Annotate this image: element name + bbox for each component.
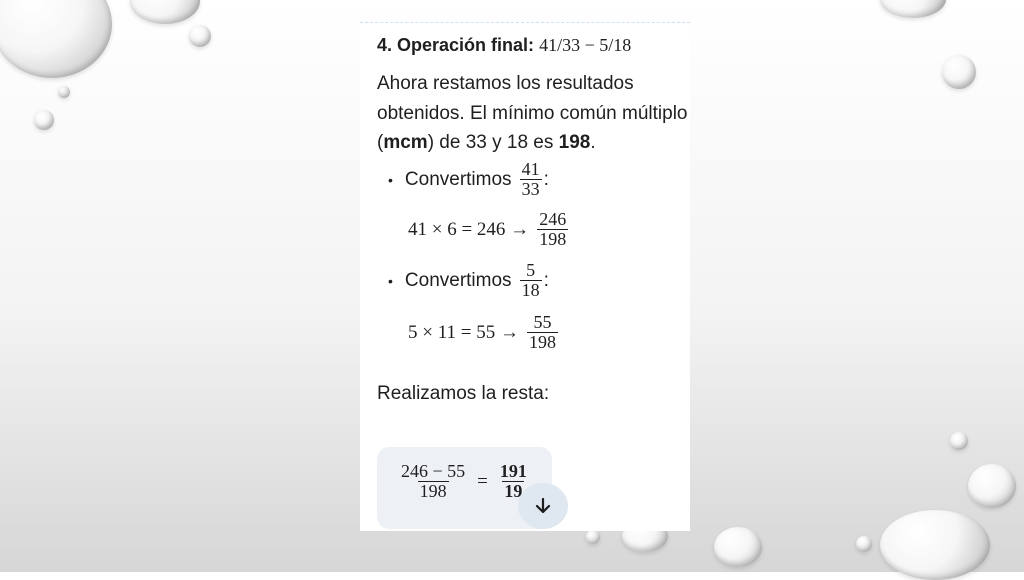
fraction-denominator: 198 [539, 229, 567, 249]
step-expression: 41/33 − 5/18 [539, 35, 632, 55]
water-drop [34, 110, 54, 130]
water-drop [130, 0, 200, 24]
bullet-convert-41-33 [388, 160, 549, 199]
subtraction-label: Realizamos la resta: [377, 383, 550, 404]
water-drop [880, 0, 946, 18]
water-drop [942, 55, 976, 89]
bullet-label: Convertimos [404, 269, 512, 291]
bullet-dot: • [388, 272, 393, 289]
fraction-denominator: 198 [419, 481, 447, 501]
fraction [520, 160, 542, 199]
water-drop [856, 536, 872, 552]
colon: : [543, 168, 549, 190]
fraction-numerator: 246 [539, 209, 567, 229]
fraction-numerator: 55 [533, 312, 552, 332]
equation-text: 41 × 6 = 246 → [408, 218, 530, 240]
water-drop [714, 527, 762, 567]
fraction-denominator: 198 [528, 332, 556, 352]
equation-text: 5 × 11 = 55 → [408, 321, 519, 343]
water-drop [880, 510, 990, 580]
bullet-convert-5-18 [388, 261, 549, 300]
math-solution-card [360, 22, 690, 531]
equation-5x11 [408, 313, 560, 352]
step-heading [377, 35, 631, 56]
scroll-down-button[interactable] [518, 483, 568, 529]
para-text: Ahora restamos los resultados obtenidos. El mínimo común múltiplo ( [377, 73, 688, 153]
arrow-down-icon [533, 496, 553, 516]
fraction-denominator: 19 [504, 481, 523, 501]
fraction-numerator: 246 − 55 [401, 461, 466, 481]
mcm-term: mcm [383, 132, 428, 153]
para-text: ) de 33 y 18 es [427, 132, 559, 153]
fraction [399, 462, 467, 501]
fraction-denominator: 33 [521, 179, 540, 199]
water-drop [58, 86, 70, 98]
explanation-paragraph [377, 69, 690, 158]
colon: : [543, 269, 549, 291]
lcm-value: 198 [558, 132, 591, 153]
bullet-label: Convertimos [404, 168, 512, 190]
final-equation [397, 462, 531, 501]
step-title: 4. Operación final: [377, 35, 535, 55]
water-drop [189, 25, 211, 47]
para-text: . [590, 132, 596, 153]
bullet-dot: • [388, 171, 393, 188]
fraction [520, 261, 542, 300]
fraction [537, 210, 568, 249]
fraction-numerator: 5 [526, 260, 536, 280]
fraction [527, 313, 558, 352]
water-drop [0, 0, 112, 78]
fraction-numerator: 41 [521, 159, 540, 179]
equals-sign: = [477, 470, 488, 492]
fraction-denominator: 18 [521, 280, 540, 300]
water-drop [968, 464, 1016, 508]
equation-41x6 [408, 210, 570, 249]
water-drop [586, 530, 600, 544]
fraction-numerator: 191 [499, 461, 527, 481]
water-drop [950, 432, 968, 450]
